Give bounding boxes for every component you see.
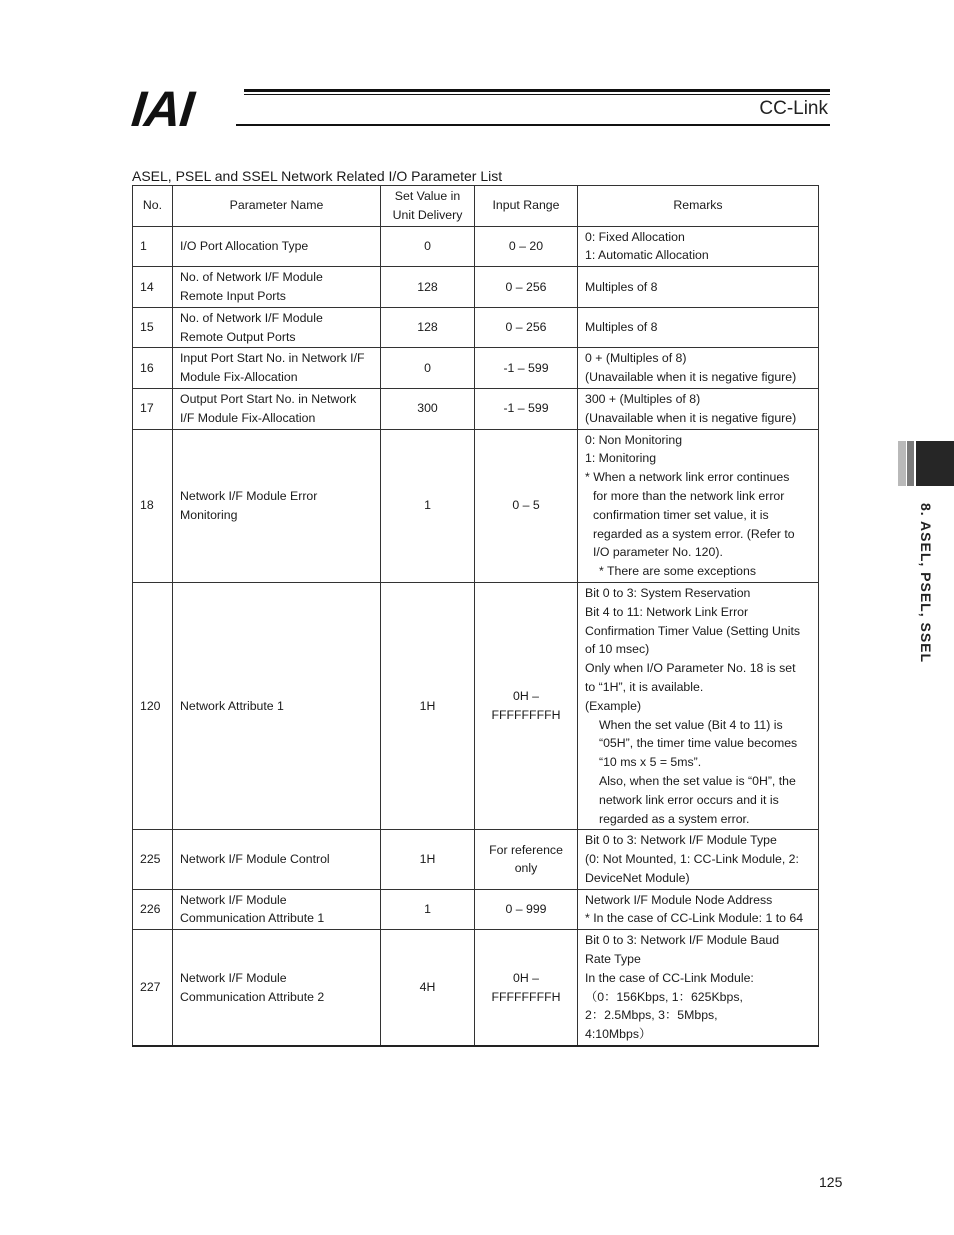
- cell-remarks: 0 + (Multiples of 8) (Unavailable when it is negative figure): [578, 348, 819, 389]
- cell-name: No. of Network I/F Module Remote Input Ports: [173, 267, 381, 308]
- page-header: [129, 81, 830, 137]
- cell-remarks: Network I/F Module Node Address * In the case of CC-Link Module: 1 to 64: [578, 889, 819, 930]
- cell-value: 1H: [381, 582, 475, 829]
- table-row: [133, 930, 819, 1046]
- cell-no: 225: [133, 830, 173, 889]
- cell-range: -1 – 599: [475, 348, 578, 389]
- iai-logo: IAI: [129, 81, 196, 137]
- cell-no: 17: [133, 388, 173, 429]
- cell-name: No. of Network I/F Module Remote Output Ports: [173, 307, 381, 348]
- tab-stripe-mid: [907, 441, 914, 486]
- cell-no: 14: [133, 267, 173, 308]
- cell-remarks: Multiples of 8: [578, 267, 819, 308]
- table-row: [133, 388, 819, 429]
- cell-name: Network I/F Module Error Monitoring: [173, 429, 381, 582]
- chapter-title: 8. ASEL, PSEL, SSEL: [918, 503, 934, 664]
- cell-range: 0 – 256: [475, 307, 578, 348]
- cell-name: I/O Port Allocation Type: [173, 226, 381, 267]
- header-remarks: Remarks: [578, 186, 819, 227]
- table-header-row: [133, 186, 819, 227]
- cell-value: 1H: [381, 830, 475, 889]
- cell-name: Output Port Start No. in Network I/F Module Fix-Allocation: [173, 388, 381, 429]
- cell-remarks: Bit 0 to 3: Network I/F Module Baud Rate Type In the case of CC-Link Module: （0：156Kbps, 1：625Kbps, 2：2.5Mbps, 3：5Mbps, 4:10Mbps）: [578, 930, 819, 1046]
- cell-name: Input Port Start No. in Network I/F Module Fix-Allocation: [173, 348, 381, 389]
- cell-remarks: 0: Non Monitoring 1: Monitoring * When a network link error continues for more than the network link error confirmation timer set value, it is regarded as a system error. (Refer to I/O parameter No. 120). * There are some exceptions: [578, 429, 819, 582]
- header-input-range: Input Range: [475, 186, 578, 227]
- cell-value: 300: [381, 388, 475, 429]
- cell-remarks: Bit 0 to 3: Network I/F Module Type (0: Not Mounted, 1: CC-Link Module, 2: DeviceNet Module): [578, 830, 819, 889]
- section-name: CC-Link: [759, 98, 828, 119]
- cell-range: 0H – FFFFFFFFH: [475, 582, 578, 829]
- header-no: No.: [133, 186, 173, 227]
- table-row: [133, 830, 819, 889]
- cell-name: Network Attribute 1: [173, 582, 381, 829]
- page-number: 125: [819, 1174, 843, 1190]
- cell-no: 15: [133, 307, 173, 348]
- cell-range: For reference only: [475, 830, 578, 889]
- cell-range: 0 – 256: [475, 267, 578, 308]
- table-row: [133, 267, 819, 308]
- cell-value: 128: [381, 267, 475, 308]
- table-row: [133, 889, 819, 930]
- cell-range: -1 – 599: [475, 388, 578, 429]
- cell-value: 1: [381, 889, 475, 930]
- cell-remarks: Bit 0 to 3: System Reservation Bit 4 to 11: Network Link Error Confirmation Timer Value (Setting Units of 10 msec) Only when I/O Parameter No. 18 is set to “1H”, it is available. (Example) When the set value (Bit 4 to 11) is “05H”, the timer time value becomes “10 ms x 5 = 5ms”. Also, when the set value is “0H”, the network link error occurs and it is regarded as a system error.: [578, 582, 819, 829]
- header-set-value: Set Value in Unit Delivery: [381, 186, 475, 227]
- cell-value: 1: [381, 429, 475, 582]
- cell-no: 16: [133, 348, 173, 389]
- cell-no: 226: [133, 889, 173, 930]
- cell-range: 0 – 999: [475, 889, 578, 930]
- table-caption: ASEL, PSEL and SSEL Network Related I/O Parameter List: [132, 168, 503, 184]
- table-row: [133, 226, 819, 267]
- cell-no: 227: [133, 930, 173, 1046]
- cell-range: 0 – 5: [475, 429, 578, 582]
- cell-value: 4H: [381, 930, 475, 1046]
- cell-value: 0: [381, 226, 475, 267]
- cell-name: Network I/F Module Control: [173, 830, 381, 889]
- cell-range: 0 – 20: [475, 226, 578, 267]
- header-rule-top: [244, 89, 830, 92]
- cell-no: 18: [133, 429, 173, 582]
- tab-block-dark: [916, 441, 954, 486]
- cell-remarks: 0: Fixed Allocation 1: Automatic Allocation: [578, 226, 819, 267]
- cell-value: 0: [381, 348, 475, 389]
- cell-no: 120: [133, 582, 173, 829]
- parameter-table: [132, 185, 819, 1047]
- cell-value: 128: [381, 307, 475, 348]
- cell-no: 1: [133, 226, 173, 267]
- header-rule-bottom: [236, 124, 830, 126]
- header-parameter-name: Parameter Name: [173, 186, 381, 227]
- table-row: [133, 582, 819, 829]
- tab-stripe-light: [898, 441, 906, 486]
- cell-remarks: Multiples of 8: [578, 307, 819, 348]
- table-row: [133, 348, 819, 389]
- table-row: [133, 429, 819, 582]
- cell-name: Network I/F Module Communication Attribute 1: [173, 889, 381, 930]
- table-row: [133, 307, 819, 348]
- cell-range: 0H – FFFFFFFFH: [475, 930, 578, 1046]
- chapter-tab-marker: [898, 441, 954, 486]
- header-rule-top-thin: [244, 94, 830, 95]
- cell-name: Network I/F Module Communication Attribute 2: [173, 930, 381, 1046]
- cell-remarks: 300 + (Multiples of 8) (Unavailable when it is negative figure): [578, 388, 819, 429]
